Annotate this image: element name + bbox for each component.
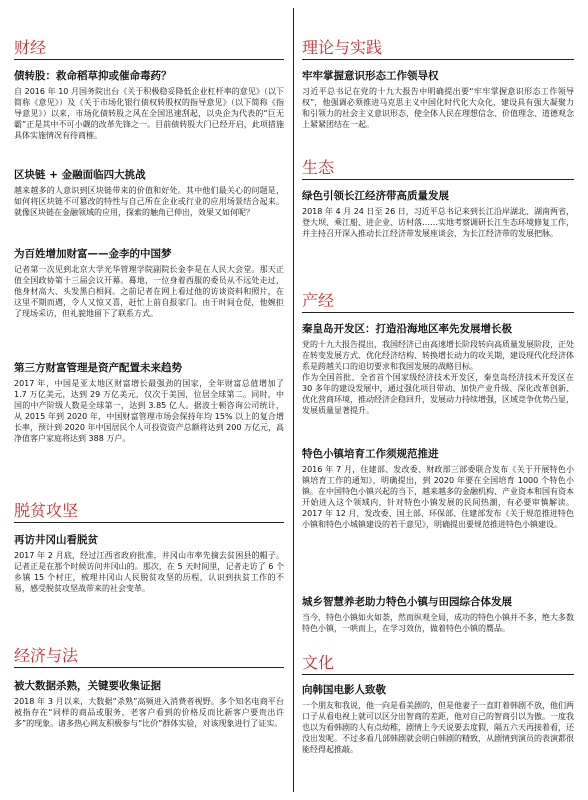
article-jinli-china-dream[interactable] [14,247,284,319]
article-characteristic-towns[interactable] [302,447,574,530]
section-rule [14,522,284,523]
article-big-data-pricing[interactable] [14,679,284,729]
section-title: 文化 [302,653,335,672]
article-body: 一个朋友和我说，他一向是看美剧的，但是他妻子一直盯着韩剧不放，他们两口子从看电视上就可以区分出智商的差距，他对自己的智商引以为傲。一度我也以为看韩剧的人有点幼稚，剧情上今天说要去度假，隔五六天再接着看，还没出发呢。不过多看几部韩剧就会明白韩剧的精致，从剧情到演员的表演都很能经得起推敲。 [302,701,574,754]
article-body: 2017 年 2 月底，经过江西省政府批准，井冈山市率先摘去贫困县的帽子。记者正是在那个时候访问井冈山的。那次，在 5 天时间里，记者走访了 6 个乡镇 15 个村庄，梳理井冈山人民脱贫攻坚的历程，认识到扶贫工作的不易，感受脱贫攻坚战带来的社会变革。 [14,551,284,593]
article-title[interactable]: 向韩国电影人致敬 [302,684,386,696]
article-yangtze-green[interactable] [302,189,574,239]
section-title: 经济与法 [14,646,79,665]
article-smart-elderly-care[interactable] [302,595,574,634]
section-rule [302,59,574,60]
section-title-poverty [14,500,284,523]
article-title[interactable]: 债转股：救命稻草抑或催命毒药？ [14,70,172,82]
article-wealth-management[interactable] [14,361,284,444]
article-body: 2018 年 4 月 24 日至 26 日，习近平总书记来到长江沿岸湖北、湖南两省，登大坝、乘江船、进企业、访村落……实地考察调研长江生态环境修复工作，并主持召开深入推动长江经济带发展座谈会，为长江经济带的发展把脉。 [302,207,574,238]
article-body: 2017 年，中国是亚太地区财富增长最强劲的国家，全年财富总值增加了 1.7 万亿美元，达到 29 万亿美元，仅次于美国，位居全球第二。同时，中国的中产阶级人数是全球第一，达到 3.85 亿人。据波士顿咨询公司统计，从 2015 年到 2020 年，中国财富管理市场会保持年均 15% 以上的复合增长率，预计到 2020 年中国居民个人可投资资产总额将达到 200 万亿元，高净值客户家庭将达到 388 万户。 [14,379,284,443]
article-korean-film[interactable] [302,683,574,755]
section-title-theory-practice [302,37,574,60]
article-qinhuangdao[interactable] [302,322,574,416]
article-title[interactable]: 第三方财富管理是资产配置未来趋势 [14,362,182,374]
section-title: 财经 [14,38,47,57]
article-title[interactable]: 为百姓增加财富——金李的中国梦 [14,248,172,260]
article-body: 记者第一次见到北京大学光华管理学院副院长金李是在人民大会堂。那天正值全国政协第十三届会议开幕。蓦地，一位身着西服的委员从不远处走过，他身材高大、头发黑白相间。之前记者在网上看过他的访谈资料和照片，在这里不期而遇，令人又惊又喜，赶忙上前自报家门。由于时间仓促，他婉拒了现场采访，但礼貌地留下了联系方式。 [14,265,284,318]
article-ideology-leadership[interactable] [302,69,574,130]
section-title-economy-law [14,645,284,668]
article-blockchain-finance[interactable] [14,168,284,218]
section-title: 生态 [302,158,335,177]
article-debt-to-equity[interactable] [14,69,284,141]
section-rule [14,667,284,668]
section-title-ecology [302,157,574,180]
article-title[interactable]: 牢牢掌握意识形态工作领导权 [302,70,439,82]
section-title-culture [302,652,574,675]
section-rule [302,674,574,675]
section-title-industry [302,290,574,313]
article-title[interactable]: 城乡智慧养老助力特色小镇与田园综合体发展 [302,596,512,608]
column-divider [293,8,294,792]
section-title-finance [14,37,284,60]
article-title[interactable]: 秦皇岛开发区：打造沿海地区率先发展增长极 [302,323,512,335]
section-title: 脱贫攻坚 [14,501,79,520]
article-body: 自 2016 年 10 月国务院出台《关于积极稳妥降低企业杠杆率的意见》（以下简称《意见》）及《关于市场化银行债权转股权的指导意见》（以下简称《指导意见》）以来，市场化债转股之风在全国迅速刮起，以央企为代表的“巨无霸”正是其中不可小觑的改革先锋之一。目前债转股大门已经开启，此项措施具体实施情况有待商榷。 [14,87,284,140]
article-title[interactable]: 绿色引领长江经济带高质量发展 [302,190,449,202]
section-rule [302,179,574,180]
article-body: 2016 年 7 月，住建部、发改委、财政部三部委联合发布《关于开展特色小镇培育工作的通知》，明确提出，到 2020 年要在全国培育 1000 个特色小镇。在中国特色小镇兴起的当下，越来越多的金融机构、产业资本和国有资本开始进入这个领域内，针对特色小镇发展的民间热潮，有必要审慎解读。2017 年 12 月，发改委、国土部、环保部、住建部发布《关于规范推进特色小镇和特色小城镇建设的若干意见》，明确提出要规范推进特色小镇建设。 [302,465,574,529]
article-body: 习近平总书记在党的十九大报告中明确提出要“牢牢掌握意识形态工作领导权”，他强调必须推进马克思主义中国化时代化大众化，建设具有强大凝聚力和引领力的社会主义意识形态，使全体人民在理想信念、价值理念、道德观念上紧紧团结在一起。 [302,87,574,129]
article-body: 党的十九大报告提出，我国经济已由高速增长阶段转向高质量发展阶段，正处在转变发展方式、优化经济结构、转换增长动力的攻关期，建设现代化经济体系是跨越关口的迫切要求和我国发展的战略目标。 作为全国首批、全省首个国家级经济技术开发区，秦皇岛经济技术开发区在 30 多年的建设发展中，通过强化项目带动、加快产业升级、深化改革创新、优化营商环境，推动经济企稳回升，发展动力持续增强，区域竞争优势凸显，发展质量显著提升。 [302,340,574,415]
article-title[interactable]: 区块链 + 金融面临四大挑战 [14,169,146,181]
section-title: 理论与实践 [302,38,383,57]
section-title: 产经 [302,291,335,310]
article-jinggangshan[interactable] [14,533,284,594]
article-body: 2018 年 3 月以来，大数据“杀熟”高频进入消费者视野。多个知名电商平台被指存在“同样的商品或服务，老客户看到的价格反而比新客户要贵出许多”的现象。诸多热心网友积极参与“比价”群体实验，对该现象进行了证实。 [14,697,284,728]
article-title[interactable]: 再访井冈山看脱贫 [14,534,98,546]
section-rule [14,59,284,60]
section-rule [302,312,574,313]
article-title[interactable]: 被大数据杀熟，关键要收集证据 [14,680,161,692]
article-body: 当今，特色小镇如火如荼，然而纵观全局，成功的特色小镇并不多，绝大多数特色小镇，一哄而上，在学习效仿，做着特色小镇的赝品。 [302,613,574,633]
article-title[interactable]: 特色小镇培育工作须规范推进 [302,448,439,460]
article-body: 越来越多的人意识到区块链带来的价值和好处。其中他们最关心的问题是，如何将区块链不可篡改的特性与自己所在企业或行业的应用场景结合起来。就像区块链在金融领域的应用，探索的触角已伸出，效果又如何呢？ [14,186,284,217]
